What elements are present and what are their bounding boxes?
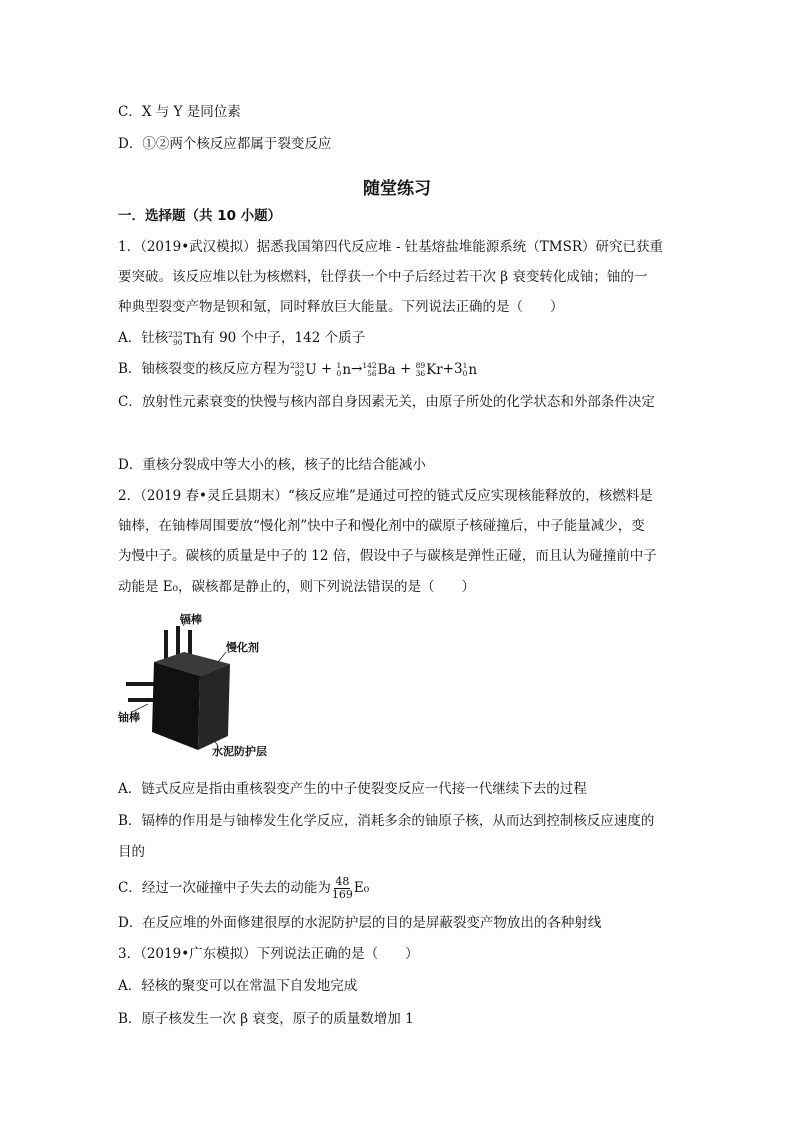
n-symbol: n xyxy=(342,361,352,378)
n2-mass: 1 xyxy=(462,361,468,370)
q2-c-prefix: C．经过一次碰撞中子失去的动能为 xyxy=(118,880,331,896)
kr-symbol: Kr xyxy=(426,361,443,378)
page-title: 随堂练习 xyxy=(363,179,431,199)
q2-line4: 动能是 E₀，碳核都是静止的，则下列说法错误的是（ ） xyxy=(118,579,476,595)
neutron-nuclide-2 xyxy=(463,360,477,380)
q1-option-a xyxy=(118,328,365,349)
reaction-arrow: → xyxy=(351,361,363,377)
q1-line2: 要突破。该反应堆以钍为核燃料，钍俘获一个中子后经过若干次 β 衰变转化成铀；铀的一 xyxy=(118,269,648,285)
q2-option-a: A．链式反应是指由重核裂变产生的中子使裂变反应一代接一代继续下去的过程 xyxy=(118,781,587,797)
th-symbol: Th xyxy=(183,330,202,347)
label-uranium-rod: 铀棒 xyxy=(118,711,140,724)
q1-line3: 种典型裂变产物是钡和氪，同时释放巨大能量。下列说法正确的是（ ） xyxy=(118,299,564,315)
n2-symbol: n xyxy=(468,361,478,378)
option-c-prev: C．X 与 Y 是同位素 xyxy=(118,104,241,120)
q2-option-c xyxy=(118,876,369,901)
kr-mass: 89 xyxy=(415,361,426,370)
q2-line3: 为慢中子。碳核的质量是中子的 12 倍，假设中子与碳核是弹性正碰，而且认为碰撞前中子 xyxy=(118,548,657,564)
n2-atomic: 0 xyxy=(462,369,468,378)
q2-c-suffix: E₀ xyxy=(353,880,370,896)
uranium-rod-2 xyxy=(128,698,156,702)
ba-atomic: 56 xyxy=(367,369,377,378)
n-atomic: 0 xyxy=(336,369,342,378)
neutron-nuclide xyxy=(337,360,351,380)
cube-front-face xyxy=(152,662,200,750)
plus-sign-2: + xyxy=(395,361,416,377)
q2-line2: 铀棒，在铀棒周围要放“慢化剂”快中子和慢化剂中的碳原子核碰撞后，中子能量减少，变 xyxy=(118,518,645,534)
label-concrete-shield: 水泥防护层 xyxy=(212,745,267,758)
neutron-coefficient: +3 xyxy=(442,361,463,377)
q1-a-suffix: 有 90 个中子，142 个质子 xyxy=(201,330,366,346)
cube-side-face xyxy=(198,664,230,750)
reactor-cube-image xyxy=(118,612,278,762)
krypton-nuclide xyxy=(416,360,443,380)
th-atomic: 90 xyxy=(173,338,183,347)
th-mass: 232 xyxy=(168,330,183,339)
kr-atomic: 36 xyxy=(415,369,426,378)
fraction xyxy=(332,876,353,901)
fraction-denominator: 169 xyxy=(331,888,353,901)
plus-sign-1: + xyxy=(316,361,337,377)
u-atomic: 92 xyxy=(294,369,305,378)
q2-line1: 2．（2019 春•灵丘县期末）“核反应堆”是通过可控的链式反应实现核能释放的，核燃料是 xyxy=(118,488,653,504)
section-heading: 一．选择题（共 10 小题） xyxy=(118,208,282,224)
n-mass: 1 xyxy=(336,361,342,370)
control-rod-1 xyxy=(164,630,168,660)
q1-option-b xyxy=(118,359,477,380)
thorium-nuclide xyxy=(168,329,201,349)
uranium-rod-1 xyxy=(126,682,156,686)
fraction-numerator: 48 xyxy=(335,875,350,888)
ba-mass: 142 xyxy=(362,361,377,370)
q3-option-b: B．原子核发生一次 β 衰变，原子的质量数增加 1 xyxy=(118,1011,414,1027)
barium-nuclide xyxy=(362,360,395,380)
option-d-prev: D．①②两个核反应都属于裂变反应 xyxy=(118,136,332,152)
q1-a-prefix: A．钍核 xyxy=(118,330,169,346)
label-control-rod: 镉棒 xyxy=(180,613,202,626)
q2-option-d: D．在反应堆的外面修建很厚的水泥防护层的目的是屏蔽裂变产物放出的各种射线 xyxy=(118,915,602,931)
q3-option-a: A．轻核的聚变可以在常温下自发地完成 xyxy=(118,978,358,994)
control-rod-2 xyxy=(176,626,180,658)
q1-b-prefix: B．铀核裂变的核反应方程为 xyxy=(118,361,290,377)
q1-option-d: D．重核分裂成中等大小的核，核子的比结合能减小 xyxy=(118,457,426,473)
q2-option-b-line1: B．镉棒的作用是与铀棒发生化学反应，消耗多余的铀原子核，从而达到控制核反应速度的 xyxy=(118,813,655,829)
u-mass: 233 xyxy=(289,361,305,370)
ba-symbol: Ba xyxy=(377,361,396,378)
reactor-figure xyxy=(118,612,278,762)
u-symbol: U xyxy=(305,361,317,378)
uranium-nuclide xyxy=(290,360,317,380)
q1-line1: 1．（2019•武汉模拟）据悉我国第四代反应堆 - 钍基熔盐堆能源系统（TMSR）研究已获重 xyxy=(118,239,664,255)
q3-line1: 3．（2019•广东模拟）下列说法正确的是（ ） xyxy=(118,946,419,962)
q2-option-b-line2: 目的 xyxy=(118,844,145,860)
q1-option-c: C．放射性元素衰变的快慢与核内部自身因素无关，由原子所处的化学状态和外部条件决定 xyxy=(118,394,655,410)
label-moderator: 慢化剂 xyxy=(226,641,259,654)
